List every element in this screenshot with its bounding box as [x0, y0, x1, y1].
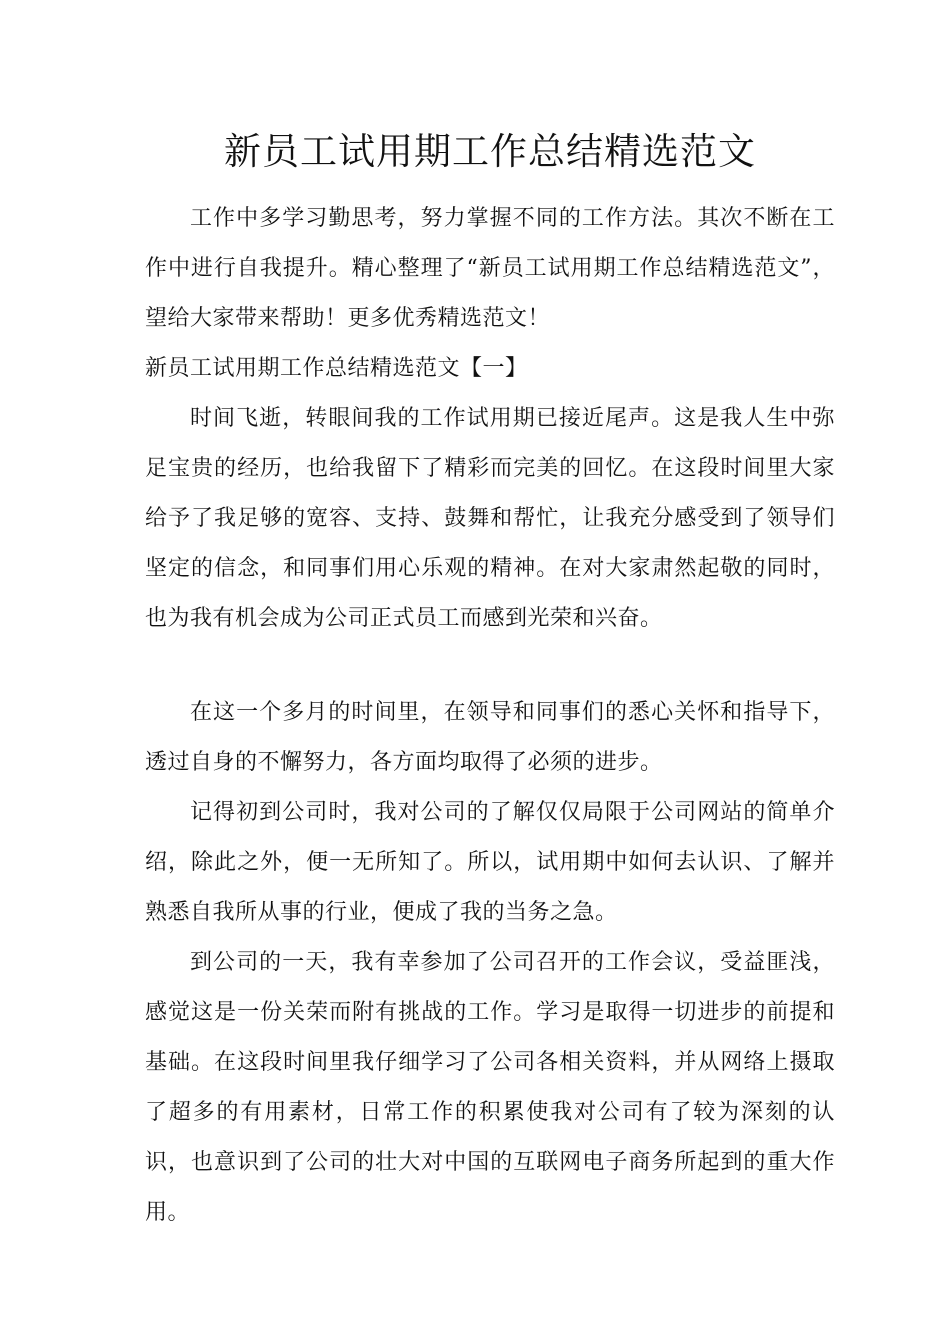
body-paragraph-1: 时间飞逝，转眼间我的工作试用期已接近尾声。这是我人生中弥足宝贵的经历，也给我留下了精彩而完美的回忆。在这段时间里大家给予了我足够的宽容、支持、鼓舞和帮忙，让我充分感受到了领导们坚定的信念，和同事们用心乐观的精神。在对大家肃然起敬的同时，也为我有机会成为公司正式员工而感到光荣和兴奋。 [145, 406, 835, 631]
body-paragraph-3: 记得初到公司时，我对公司的了解仅仅局限于公司网站的简单介绍，除此之外，便一无所知了。所以，试用期中如何去认识、了解并熟悉自我所从事的行业，便成了我的当务之急。 [145, 800, 835, 925]
document-body [145, 128, 835, 1238]
document-title: 新员工试用期工作总结精选范文 [224, 130, 756, 173]
intro-paragraph: 工作中多学习勤思考，努力掌握不同的工作方法。其次不断在工作中进行自我提升。精心整理了“新员工试用期工作总结精选范文”，望给大家带来帮助！更多优秀精选范文！ [145, 206, 835, 331]
body-paragraph-2: 在这一个多月的时间里，在领导和同事们的悉心关怀和指导下，透过自身的不懈努力，各方面均取得了必须的进步。 [145, 700, 835, 775]
body-paragraph-4: 到公司的一天，我有幸参加了公司召开的工作会议，受益匪浅，感觉这是一份关荣而附有挑战的工作。学习是取得一切进步的前提和基础。在这段时间里我仔细学习了公司各相关资料，并从网络上摄取了超多的有用素材，日常工作的积累使我对公司有了较为深刻的认识，也意识到了公司的壮大对中国的互联网电子商务所起到的重大作用。 [145, 950, 835, 1225]
section-heading: 新员工试用期工作总结精选范文【一】 [145, 356, 528, 381]
paragraph-gap [145, 644, 835, 688]
